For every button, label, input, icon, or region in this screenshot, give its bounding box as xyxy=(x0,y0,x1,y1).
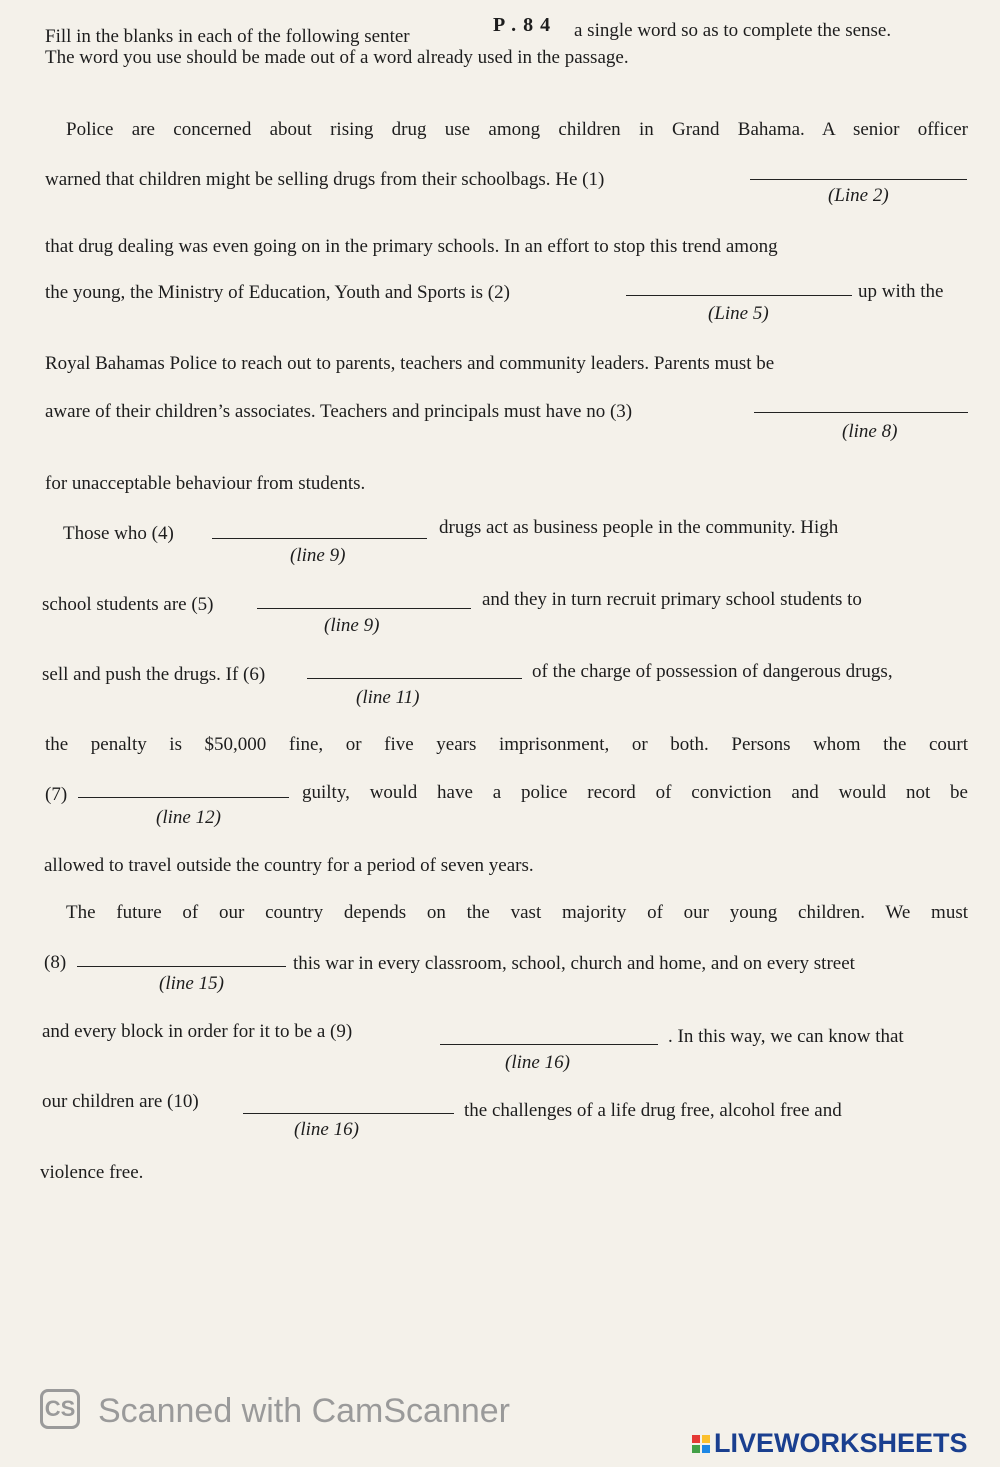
passage-line-16b: . In this way, we can know that xyxy=(668,1026,904,1047)
passage-line-4b: up with the xyxy=(858,281,944,302)
blank-7[interactable] xyxy=(78,797,289,798)
passage-line-16a: and every block in order for it to be a (9) xyxy=(42,1021,353,1042)
blank-1[interactable] xyxy=(750,179,967,180)
liveworksheets-logo[interactable] xyxy=(692,1428,968,1459)
passage-line-10b: of the charge of possession of dangerous drugs, xyxy=(532,661,893,682)
blank-3-hint: (line 8) xyxy=(842,421,898,442)
page-number: P . 8 4 xyxy=(493,14,552,36)
blank-5[interactable] xyxy=(257,608,471,609)
passage-line-13: allowed to travel outside the country for a period of seven years. xyxy=(44,855,534,876)
instructions-line-1a: Fill in the blanks in each of the following senter xyxy=(45,26,410,47)
passage-line-15a: (8) xyxy=(44,952,67,973)
blank-6-hint: (line 11) xyxy=(356,687,420,708)
liveworksheets-brand-text: LIVEWORKSHEETS xyxy=(714,1428,968,1458)
blank-2-hint: (Line 5) xyxy=(708,303,769,324)
blank-4[interactable] xyxy=(212,538,427,539)
blank-10[interactable] xyxy=(243,1113,454,1114)
blank-6[interactable] xyxy=(307,678,522,679)
passage-line-2: warned that children might be selling drugs from their schoolbags. He (1) xyxy=(45,169,605,190)
blank-7-hint: (line 12) xyxy=(156,807,221,828)
instructions-line-2: The word you use should be made out of a word already used in the passage. xyxy=(45,47,629,68)
passage-line-5: Royal Bahamas Police to reach out to parents, teachers and community leaders. Parents must be xyxy=(45,353,775,374)
passage-line-17b: the challenges of a life drug free, alcohol free and xyxy=(464,1100,842,1121)
camscanner-icon: CS xyxy=(40,1389,80,1429)
blank-9-hint: (line 16) xyxy=(505,1052,570,1073)
passage-line-4a: the young, the Ministry of Education, Youth and Sports is (2) xyxy=(45,282,510,303)
blank-10-hint: (line 16) xyxy=(294,1119,359,1140)
passage-line-17a: our children are (10) xyxy=(42,1091,199,1112)
blank-2[interactable] xyxy=(626,295,852,296)
blank-5-hint: (line 9) xyxy=(324,615,380,636)
passage-line-9a: school students are (5) xyxy=(42,594,214,615)
passage-line-12b: guilty, would have a police record of conviction and would not be xyxy=(302,782,968,803)
passage-line-14: The future of our country depends on the vast majority of our young children. We must xyxy=(66,902,968,923)
blank-4-hint: (line 9) xyxy=(290,545,346,566)
passage-line-9b: and they in turn recruit primary school students to xyxy=(482,589,862,610)
passage-line-1: Police are concerned about rising drug use among children in Grand Bahama. A senior officer xyxy=(66,119,968,140)
passage-line-6: aware of their children’s associates. Teachers and principals must have no (3) xyxy=(45,401,633,422)
blank-9[interactable] xyxy=(440,1044,658,1045)
passage-line-18: violence free. xyxy=(40,1162,144,1183)
blank-8[interactable] xyxy=(77,966,286,967)
blank-3[interactable] xyxy=(754,412,968,413)
passage-line-10a: sell and push the drugs. If (6) xyxy=(42,664,266,685)
passage-line-12a: (7) xyxy=(45,784,68,805)
blank-8-hint: (line 15) xyxy=(159,973,224,994)
passage-line-8b: drugs act as business people in the community. High xyxy=(439,517,839,538)
passage-line-8a: Those who (4) xyxy=(63,523,174,544)
passage-line-11: the penalty is $50,000 fine, or five years imprisonment, or both. Persons whom the court xyxy=(45,734,968,755)
instructions-line-1b: a single word so as to complete the sense. xyxy=(574,20,892,41)
camscanner-watermark: Scanned with CamScanner xyxy=(98,1392,511,1430)
blank-1-hint: (Line 2) xyxy=(828,185,889,206)
liveworksheets-grid-icon xyxy=(692,1435,710,1453)
passage-line-7: for unacceptable behaviour from students. xyxy=(45,473,366,494)
passage-line-3: that drug dealing was even going on in the primary schools. In an effort to stop this trend among xyxy=(45,236,778,257)
passage-line-15b: this war in every classroom, school, church and home, and on every street xyxy=(293,953,855,974)
